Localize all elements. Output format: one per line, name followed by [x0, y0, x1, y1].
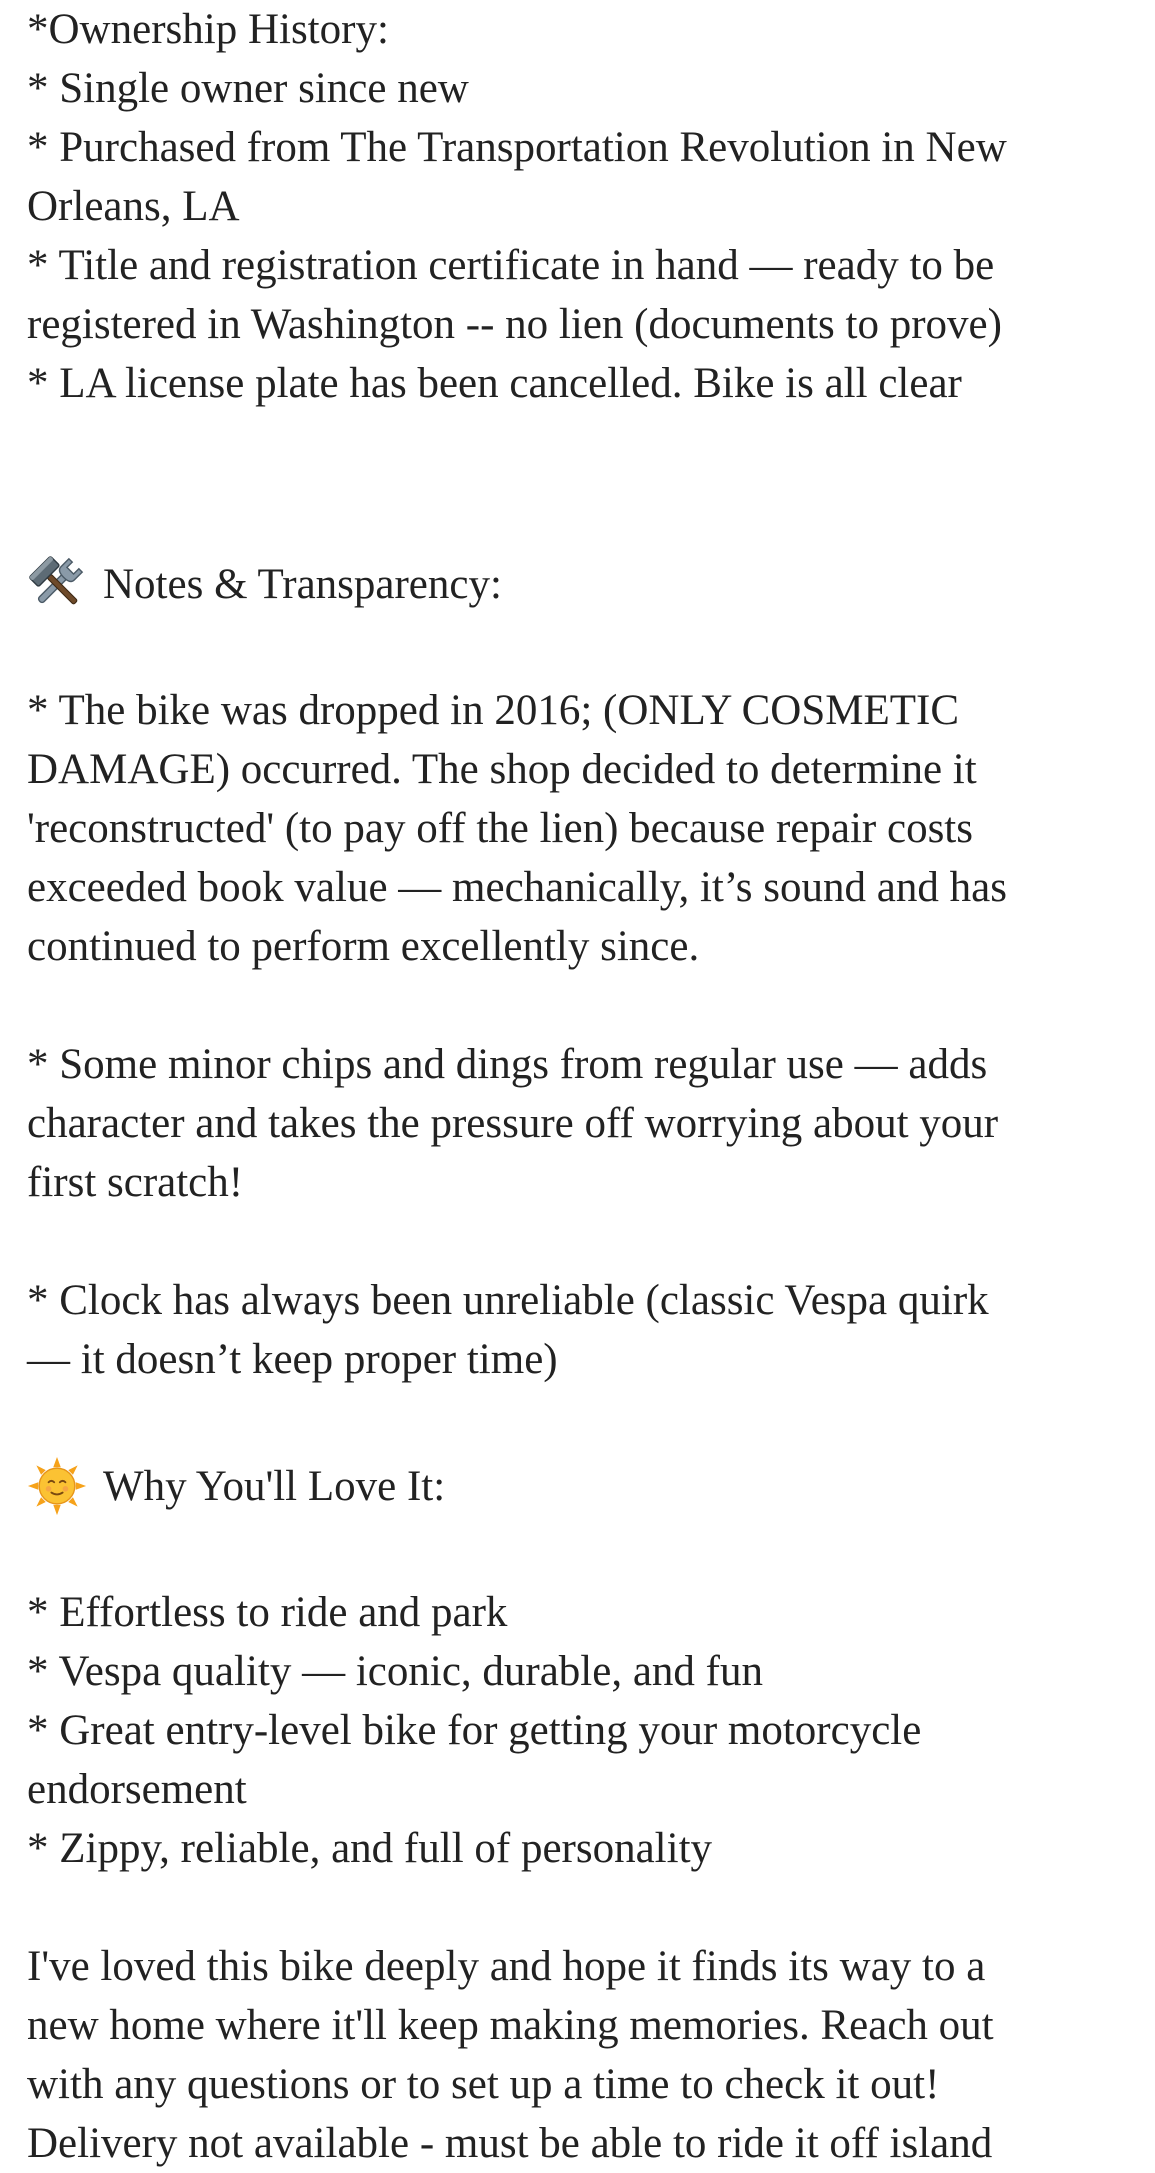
notes-line: exceeded book value — mechanically, it’s sound and has	[27, 864, 1007, 911]
listing-description	[27, 0, 1147, 2173]
notes-line: 'reconstructed' (to pay off the lien) because repair costs	[27, 805, 973, 852]
notes-line: continued to perform excellently since.	[27, 923, 700, 970]
spacer	[27, 413, 1147, 472]
closing-line: with any questions or to set up a time to check it out!	[27, 2061, 940, 2108]
love-line: * Zippy, reliable, and full of personality	[27, 1825, 713, 1872]
notes-line: — it doesn’t keep proper time)	[27, 1336, 558, 1383]
notes-heading	[27, 546, 1147, 622]
notes-line: * Some minor chips and dings from regular use — adds	[27, 1041, 988, 1088]
notes-paragraph	[27, 1271, 1147, 1389]
spacer	[27, 976, 1147, 1035]
love-heading	[27, 1448, 1147, 1524]
closing-paragraph	[27, 1937, 1147, 2173]
notes-line: * The bike was dropped in 2016; (ONLY COSMETIC	[27, 687, 960, 734]
ownership-line: * LA license plate has been cancelled. Bike is all clear	[27, 360, 962, 407]
ownership-line: Orleans, LA	[27, 183, 240, 230]
notes-line: first scratch!	[27, 1159, 244, 1206]
love-line: * Effortless to ride and park	[27, 1589, 508, 1636]
ownership-line: * Purchased from The Transportation Revolution in New	[27, 124, 1007, 171]
love-line: endorsement	[27, 1766, 247, 1813]
notes-line: character and takes the pressure off worrying about your	[27, 1100, 999, 1147]
love-line: * Vespa quality — iconic, durable, and fun	[27, 1648, 763, 1695]
ownership-line: * Single owner since new	[27, 65, 469, 112]
notes-paragraph	[27, 681, 1147, 976]
spacer	[27, 472, 1147, 546]
closing-line: new home where it'll keep making memories. Reach out	[27, 2002, 994, 2049]
spacer	[27, 622, 1147, 681]
notes-title: Notes & Transparency:	[103, 560, 502, 608]
spacer	[27, 1212, 1147, 1271]
spacer	[27, 1524, 1147, 1583]
spacer	[27, 1878, 1147, 1937]
hammer-and-wrench-icon	[27, 554, 87, 614]
ownership-title: *Ownership History:	[27, 6, 389, 53]
closing-line: I've loved this bike deeply and hope it finds its way to a	[27, 1943, 986, 1990]
ownership-line: registered in Washington -- no lien (documents to prove)	[27, 301, 1002, 348]
ownership-section	[27, 0, 1147, 413]
notes-line: * Clock has always been unreliable (classic Vespa quirk	[27, 1277, 989, 1324]
love-list	[27, 1583, 1147, 1878]
spacer	[27, 1389, 1147, 1448]
notes-paragraph	[27, 1035, 1147, 1212]
notes-line: DAMAGE) occurred. The shop decided to determine it	[27, 746, 977, 793]
closing-line: Delivery not available - must be able to ride it off island	[27, 2120, 993, 2167]
ownership-line: * Title and registration certificate in hand — ready to be	[27, 242, 995, 289]
sun-with-face-icon	[27, 1456, 87, 1516]
love-title: Why You'll Love It:	[103, 1462, 446, 1510]
love-line: * Great entry-level bike for getting your motorcycle	[27, 1707, 922, 1754]
